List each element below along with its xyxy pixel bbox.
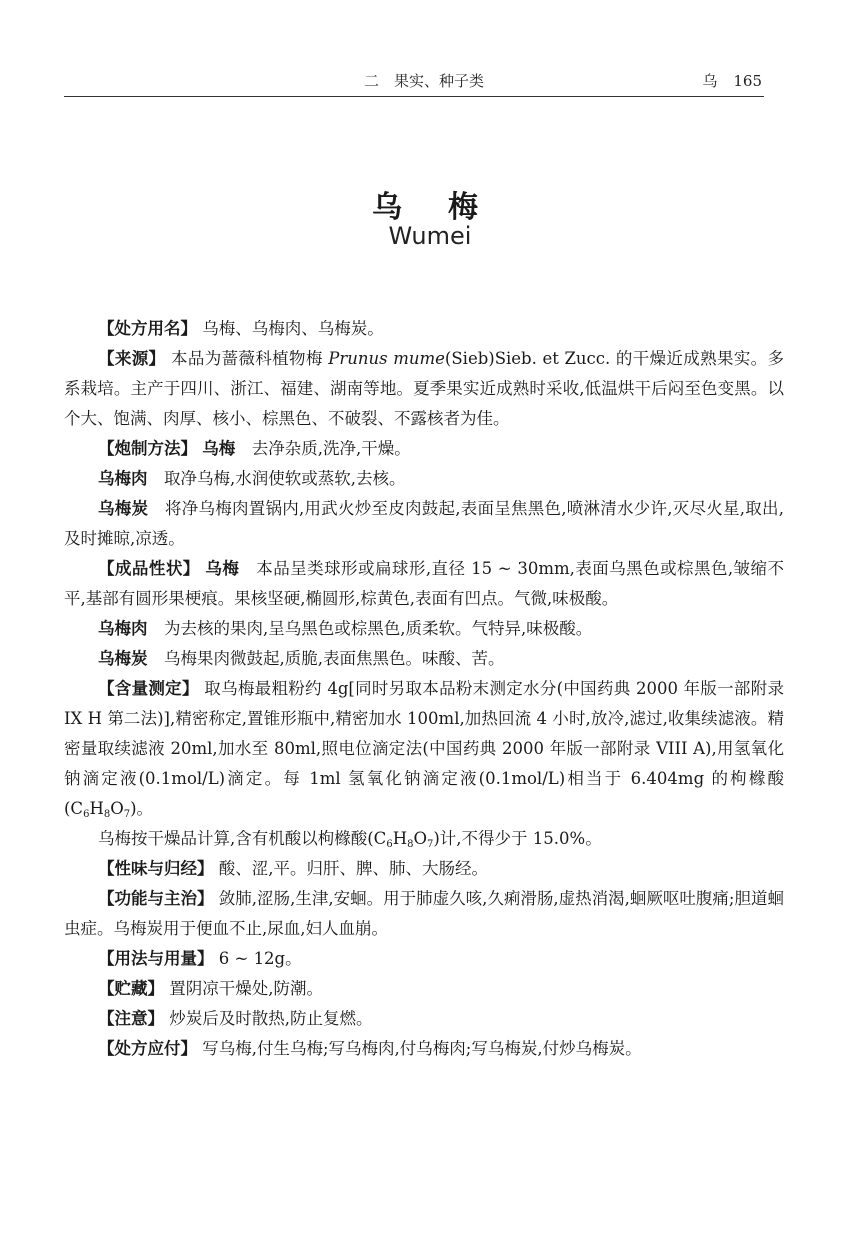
paragraph-text: 本品为蔷薇科植物梅 — [171, 349, 323, 368]
entry-body — [64, 314, 784, 1064]
header-section-title: 二 果实、种子类 — [364, 72, 485, 90]
section-label: 【性味与归经】 — [98, 859, 214, 878]
subscript: 8 — [103, 809, 111, 820]
entry-title: 乌梅 — [372, 190, 524, 225]
paragraph-characteristics-flesh — [64, 614, 784, 644]
paragraph-caution — [64, 1004, 784, 1034]
paragraph-text: 敛肺,涩肠,生津,安蛔。用于肺虚久咳,久痢滑肠,虚热消渴,蛔厥呕吐腹痛;胆道蛔虫症。乌梅炭用于便血不止,尿血,妇人血崩。 — [64, 889, 785, 938]
paragraph-assay-limit — [64, 824, 784, 854]
section-label: 【贮藏】 — [98, 979, 164, 998]
paragraph-functions — [64, 884, 784, 944]
header-right — [686, 70, 762, 91]
latin-name: Prunus mume — [328, 349, 445, 368]
paragraph-text: )计,不得少于 15.0%。 — [433, 829, 602, 848]
paragraph-processing — [64, 434, 784, 464]
formula-part: H — [89, 799, 104, 818]
paragraph-text: 将净乌梅肉置锅内,用武火炒至皮肉鼓起,表面呈焦黑色,喷淋清水少许,灭尽火星,取出,及时摊晾,凉透。 — [64, 499, 785, 548]
paragraph-text: 写乌梅,付生乌梅;写乌梅肉,付乌梅肉;写乌梅炭,付炒乌梅炭。 — [202, 1039, 642, 1058]
paragraph-text: 取乌梅最粗粉约 4g[同时另取本品粉末测定水分(中国药典 2000 年版一部附录 IX H 第二法)],精密称定,置锥形瓶中,精密加水 100ml,加热回流 4 小时,放冷,滤过,收集续滤液。精密量取续滤液 20ml,加水至 80ml,照电位滴定法(中国药典 2000 年版一部附录 VIII A),用氢氧化钠滴定液(0.1mol/L)滴定。每 1ml 氢氧化钠滴定液(0.1mol/L)相当于 6.404mg 的枸橼酸(C — [64, 679, 785, 818]
sub-label: 乌梅 — [205, 559, 240, 578]
paragraph-text: 炒炭后及时散热,防止复燃。 — [169, 1009, 373, 1028]
paragraph-dosage — [64, 944, 784, 974]
paragraph-text: 酸、涩,平。归肝、脾、肺、大肠经。 — [218, 859, 488, 878]
header-index-char: 乌 — [702, 72, 718, 90]
subscript: 8 — [407, 839, 414, 850]
entry-pinyin: Wumei — [388, 222, 472, 250]
page-number: 165 — [733, 72, 762, 90]
paragraph-nature-meridian — [64, 854, 784, 884]
paragraph-text: 取净乌梅,水润使软或蒸软,去核。 — [164, 469, 406, 488]
formula-part: H — [392, 829, 408, 848]
paragraph-prescription-names — [64, 314, 784, 344]
paragraph-text: 乌梅果肉微鼓起,质脆,表面焦黑色。味酸、苦。 — [164, 649, 505, 668]
section-label: 【炮制方法】 — [98, 439, 197, 458]
paragraph-text: 本品呈类球形或扁球形,直径 15 ~ 30mm,表面乌黑色或棕黑色,皱缩不平,基部有圆形果梗痕。果核坚硬,椭圆形,棕黄色,表面有凹点。气微,味极酸。 — [64, 559, 784, 608]
subscript: 6 — [386, 839, 393, 850]
subscript: 7 — [123, 809, 131, 820]
section-label: 【用法与用量】 — [98, 949, 214, 968]
running-header — [64, 66, 764, 97]
section-label: 【功能与主治】 — [98, 889, 214, 908]
section-label: 【处方应付】 — [98, 1039, 197, 1058]
paragraph-text: 置阴凉干燥处,防潮。 — [169, 979, 323, 998]
subscript: 6 — [83, 809, 90, 820]
paragraph-text: )。 — [130, 799, 154, 818]
paragraph-text: 去净杂质,洗净,干燥。 — [251, 439, 411, 458]
formula-part: O — [413, 829, 427, 848]
formula-part: O — [110, 799, 124, 818]
section-label: 【来源】 — [98, 349, 166, 368]
paragraph-text: 6 ~ 12g。 — [218, 949, 302, 968]
paragraph-assay — [64, 674, 784, 824]
paragraph-text: 乌梅、乌梅肉、乌梅炭。 — [202, 319, 384, 338]
sub-label: 乌梅肉 — [98, 619, 148, 638]
paragraph-source — [64, 344, 784, 434]
paragraph-processing-flesh — [64, 464, 784, 494]
sub-label: 乌梅肉 — [98, 469, 148, 488]
paragraph-text: 为去核的果肉,呈乌黑色或棕黑色,质柔软。气特异,味极酸。 — [164, 619, 593, 638]
paragraph-text: (Sieb)Sieb. et Zucc. 的干燥近成熟果实。多系栽培。主产于四川、浙江、福建、湖南等地。夏季果实近成熟时采收,低温烘干后闷至色变黑。以个大、饱满、肉厚、核小、棕黑色、不破裂、不露核者为佳。 — [64, 349, 785, 428]
paragraph-processing-charcoal — [64, 494, 784, 554]
paragraph-dispensing — [64, 1034, 784, 1064]
sub-label: 乌梅炭 — [98, 649, 148, 668]
section-label: 【处方用名】 — [98, 319, 197, 338]
subscript: 7 — [426, 839, 434, 850]
section-label: 【含量测定】 — [98, 679, 199, 698]
sub-label: 乌梅炭 — [98, 499, 149, 518]
paragraph-characteristics-charcoal — [64, 644, 784, 674]
paragraph-text: 乌梅按干燥品计算,含有机酸以枸橼酸(C — [98, 829, 387, 848]
section-label: 【注意】 — [98, 1009, 164, 1028]
sub-label: 乌梅 — [202, 439, 236, 458]
paragraph-storage — [64, 974, 784, 1004]
paragraph-characteristics — [64, 554, 784, 614]
section-label: 【成品性状】 — [98, 559, 200, 578]
